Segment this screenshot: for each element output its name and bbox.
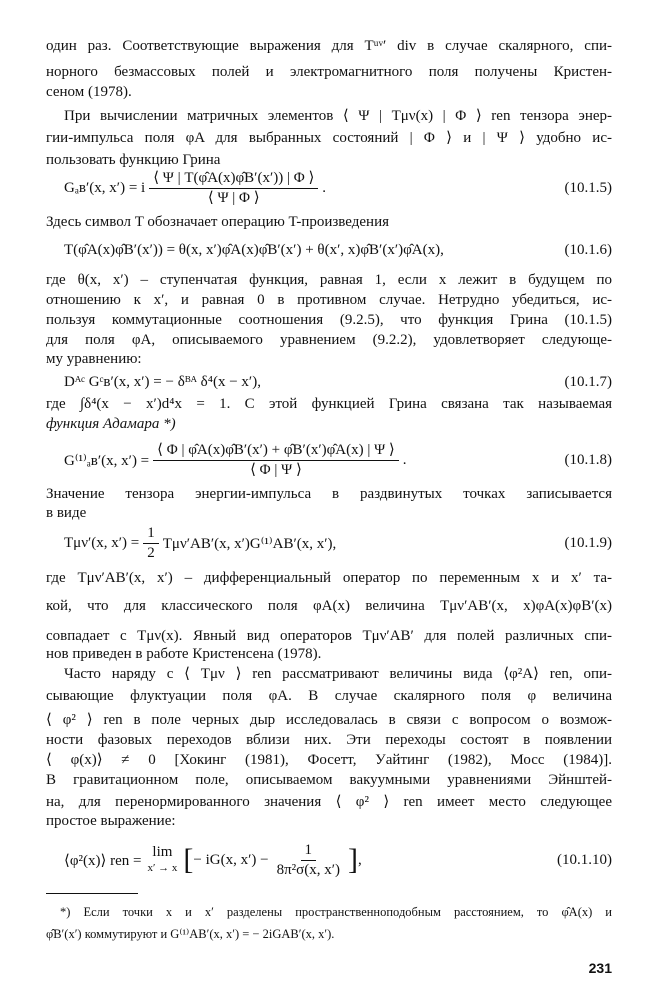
text-line: норного безмассовых полей и электромагнитного поля получены Кристен- [46,64,612,80]
numerator: 1 [301,842,317,861]
text-line: простое выражение: [46,813,176,829]
equation-number: (10.1.7) [564,373,612,390]
numerator: ⟨ Φ | φ̂A(x)φ̂B′(x′) + φ̂B′(x′)φ̂A(x) | Ψ ⟩ [153,442,399,461]
bracket-left: [ [183,843,194,876]
denominator: ⟨ Ψ | Φ ⟩ [207,189,260,206]
equation-number: (10.1.8) [564,451,612,468]
text-line: пользовать функцию Грина [46,152,221,168]
eq-lhs: Gₐʙ′(x, x′) = i [64,179,146,196]
fraction [149,170,318,207]
denominator: ⟨ Φ | Ψ ⟩ [250,461,302,478]
eq-lhs: ⟨φ²(x)⟩ ren = [64,852,142,869]
limit [147,844,177,876]
equation-number: (10.1.9) [564,534,612,551]
equation-10-1-5 [46,168,612,208]
text-line: ности фазовых переходов вблизи них. Эти переходы состоят в появлении [46,732,612,748]
text-line: ⟨ φ² ⟩ ren в поле черных дыр исследовалась в связи с вопросом о возмож- [46,712,612,728]
equation-number: (10.1.6) [564,241,612,258]
eq-body: Dᴬᶜ Gᶜʙ′(x, x′) = − δᴮᴬ δ⁴(x − x′), [64,373,261,390]
text-line: При вычислении матричных элементов ⟨ Ψ | Tμν(x) | Φ ⟩ ren тензора энер- [64,108,612,124]
eq-tail: Tμν′AB′(x, x′)G⁽¹⁾AB′(x, x′), [162,535,337,552]
text-line: Здесь символ T обозначает операцию T-произведения [46,214,390,230]
fraction [273,842,344,879]
text-line: Значение тензора энергии-импульса в раздвинутых точках записывается [46,486,612,502]
footnote-line: *) Если точки x и x′ разделены пространственноподобным расстоянием, то φ̂A(x) и [60,905,612,919]
footnote-rule [46,893,138,894]
numerator: ⟨ Ψ | T(φ̂A(x)φ̂B′(x′)) | Φ ⟩ [149,170,318,189]
numerator: 1 [143,525,159,544]
eq-lhs: Tμν′(x, x′) = [64,534,140,551]
eq-inner: − iG(x, x′) − [193,851,269,868]
text-line: один раз. Соответствующие выражения для Tᵘᵛ′ div в случае скалярного, спи- [46,38,612,54]
text-line: отношению к x′, и равная 0 в противном случае. Нетрудно убедиться, ис- [46,292,612,308]
equation-10-1-6 [46,230,612,270]
text-line: совпадает с Tμν(x). Явный вид операторов Tμν′AB′ для полей различных спи- [46,628,612,644]
text-line: где ∫δ⁴(x − x′)d⁴x = 1. С этой функцией Грина связана так называемая [46,396,612,412]
text-line: кой, что для классического поля φA(x) величина Tμν′AB′(x, x)φA(x)φB′(x) [46,598,612,614]
text-line: сывающие флуктуации поля φA. В случае скалярного поля φ величина [46,688,612,704]
text-line: в виде [46,505,87,521]
equation-number: (10.1.5) [564,179,612,196]
text-line: Часто наряду с ⟨ Tμν ⟩ ren рассматривают величины вида ⟨φ²A⟩ ren, опи- [64,666,612,682]
text-line: на, для перенормированного значения ⟨ φ² ⟩ ren имеет место следующее [46,794,612,810]
limit-operator: lim [152,844,173,860]
eq-tail: , [358,851,362,868]
equation-10-1-10 [46,838,612,882]
text-line: нов приведен в работе Кристенсена (1978). [46,646,322,662]
equation-10-1-8 [46,440,612,480]
denominator: 2 [147,544,155,561]
text-line: пользуя коммутационные соотношения (9.2.5), что функция Грина (10.1.5) [46,312,612,328]
page-number: 231 [588,960,612,976]
eq-tail: . [402,451,407,468]
text-line: му уравнению: [46,351,142,367]
text-line: гии-импульса поля φA для выбранных состояний | Φ ⟩ и | Ψ ⟩ удобно ис- [46,130,612,146]
footnote-line: φ̂B′(x′) коммутируют и G⁽¹⁾AB′(x, x′) = − 2iGAB′(x, x′). [46,927,335,941]
text-line: где θ(x, x′) – ступенчатая функция, равная 1, если x лежит в будущем по [46,272,612,288]
fraction [143,525,159,562]
fraction [153,442,399,479]
eq-tail: . [322,179,327,196]
text-line: В гравитационном поле, описываемом вакуумными уравнениями Эйнштей- [46,772,612,788]
limit-subscript: x′ → x [147,862,178,874]
text-line: функция Адамара *) [46,416,176,432]
eq-body: T(φ̂A(x)φ̂B′(x′)) = θ(x, x′)φ̂A(x)φ̂B′(x′) + θ(x′, x)φ̂B′(x′)φ̂A(x), [64,241,444,258]
text-line: где Tμν′AB′(x, x′) – дифференциальный оператор по переменным x и x′ та- [46,570,612,586]
equation-10-1-9 [46,523,612,563]
eq-lhs: G⁽¹⁾ₐʙ′(x, x′) = [64,452,150,469]
equation-number: (10.1.10) [557,851,612,868]
text-line: ⟨ φ(x)⟩ ≠ 0 [Хокинг (1981), Фосетт, Уайтинг (1982), Мосс (1984)]. [46,752,612,768]
denominator: 8π²σ(x, x′) [276,861,341,878]
bracket-right: ] [348,843,359,876]
text-line: для поля φA, описываемого уравнением (9.2.2), удовлетворяет следующе- [46,332,612,348]
text-line: сеном (1978). [46,84,132,100]
